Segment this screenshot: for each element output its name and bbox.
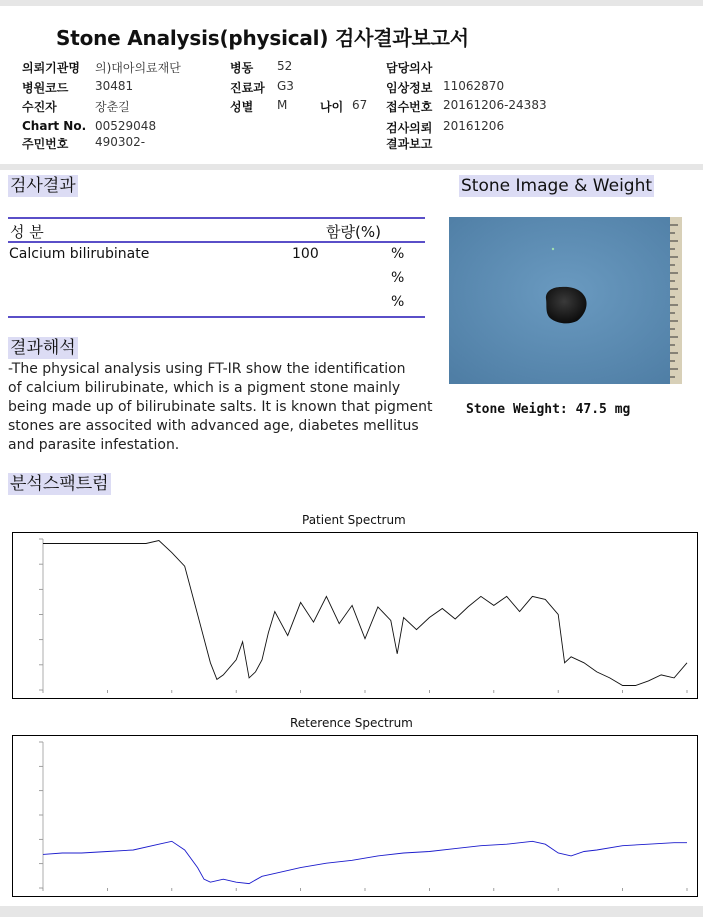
bottom-divider-bar xyxy=(0,906,703,917)
reference-spectrum-chart xyxy=(12,735,698,897)
component-column-header: 성 분 xyxy=(10,223,44,241)
sex-value: M xyxy=(277,98,288,112)
row1-unit: % xyxy=(391,246,405,262)
clinical-info-label: 임상정보 xyxy=(386,81,433,95)
receipt-no-label: 접수번호 xyxy=(386,100,433,114)
row3-unit: % xyxy=(391,294,405,310)
patient-spectrum-plot xyxy=(13,533,697,698)
age-value: 67 xyxy=(352,98,368,112)
content-column-header: 함량(%) xyxy=(326,223,381,241)
reference-spectrum-title: Reterence Spectrum xyxy=(290,716,413,730)
interpretation-text xyxy=(8,360,438,455)
report-label: 결과보고 xyxy=(386,137,433,151)
interpretation-heading: 결과해석 xyxy=(10,338,76,358)
collector-label: 수진자 xyxy=(22,100,57,114)
dept-value: G3 xyxy=(277,79,294,93)
results-heading: 검사결과 xyxy=(10,176,76,196)
row1-value: 100 xyxy=(292,246,319,262)
sex-label: 성별 xyxy=(230,100,254,114)
ruler-icon xyxy=(670,217,682,384)
patient-spectrum-series-line xyxy=(43,541,687,686)
request-label: 검사의뢰 xyxy=(386,121,433,135)
doctor-label: 담당의사 xyxy=(386,61,433,75)
receipt-no-value: 20161206-24383 xyxy=(443,98,547,112)
request-value: 20161206 xyxy=(443,119,505,133)
stone-photo-graphic xyxy=(449,217,682,384)
reference-spectrum-series-line xyxy=(43,841,687,883)
interpretation-line: being made up of bilirubinate salts. It is known that pigment xyxy=(8,399,433,415)
dept-label: 진료과 xyxy=(230,81,265,95)
header-divider-bar xyxy=(0,164,703,170)
hospital-code-label: 병원코드 xyxy=(22,81,69,95)
patient-spectrum-title: Patient Spectrum xyxy=(302,513,406,527)
interpretation-line: stones are associted with advanced age, diabetes mellitus xyxy=(8,418,419,434)
top-divider-bar xyxy=(0,0,703,6)
hospital-code-value: 30481 xyxy=(95,79,134,93)
spectrum-heading: 분석스팩트럼 xyxy=(10,474,109,494)
clinical-info-value: 11062870 xyxy=(443,79,505,93)
institution-value: 의)대아의료재단 xyxy=(95,61,181,75)
chart-no-value: 00529048 xyxy=(95,119,157,133)
age-label: 나이 xyxy=(320,100,344,114)
resident-no-label: 주민번호 xyxy=(22,137,69,151)
table-bottom-rule xyxy=(8,316,425,318)
table-header-rule xyxy=(8,241,425,243)
table-top-rule xyxy=(8,217,425,219)
collector-value: 장춘길 xyxy=(95,100,130,114)
stone-photo xyxy=(449,217,682,384)
stone-image-heading: Stone Image & Weight xyxy=(461,176,653,196)
chart-no-label: Chart No. xyxy=(22,119,87,133)
interpretation-line: and parasite infestation. xyxy=(8,437,180,453)
institution-label: 의뢰기관명 xyxy=(22,61,80,75)
stone-weight-text: Stone Weight: 47.5 mg xyxy=(466,402,631,417)
report-title: Stone Analysis(physical) 검사결과보고서 xyxy=(56,26,469,50)
reference-spectrum-plot xyxy=(13,736,697,896)
interpretation-line: -The physical analysis using FT-IR show the identification xyxy=(8,361,406,377)
resident-no-value: 490302- xyxy=(95,135,146,149)
ward-value: 52 xyxy=(277,59,293,73)
row1-component: Calcium bilirubinate xyxy=(9,246,150,262)
interpretation-line: of calcium bilirubinate, which is a pigment stone mainly xyxy=(8,380,401,396)
patient-spectrum-chart xyxy=(12,532,698,699)
row2-unit: % xyxy=(391,270,405,286)
ward-label: 병동 xyxy=(230,61,254,75)
